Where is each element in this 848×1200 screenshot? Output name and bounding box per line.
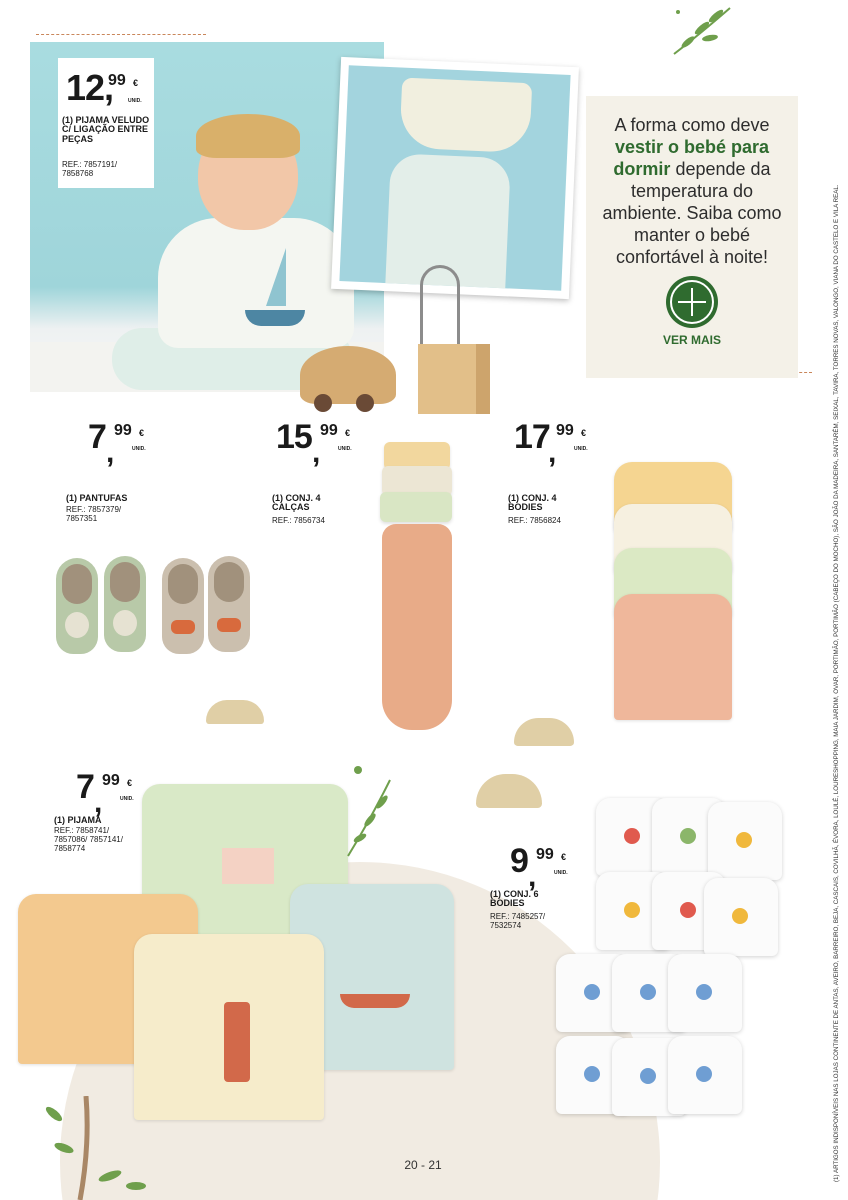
photo-stand-wire: [420, 265, 460, 345]
branch-decoration-icon: [340, 760, 400, 860]
info-text-part: A forma como deve: [614, 115, 770, 135]
price-integer: 17: [514, 418, 550, 456]
price-unit: UNID.: [574, 446, 588, 452]
wooden-hedgehog-toy: [300, 346, 396, 404]
info-text-part: depende da temperatura do ambiente. Saiba como manter o bebé confortável à noite!: [602, 159, 782, 267]
product-name: (1) CONJ. 4 CALÇAS: [272, 493, 321, 513]
decorative-rock: [514, 718, 574, 746]
product-name: (1) CONJ. 4 BODIES: [508, 493, 557, 513]
hero-price-tag: [58, 58, 154, 188]
product-ref: REF.: 7856734: [272, 516, 325, 525]
decorative-rock: [476, 774, 542, 808]
price-cents: 99: [320, 422, 338, 439]
product-price-tag: 15 , 99 € UNID. (1) CONJ. 4 CALÇAS REF.: 7856734: [272, 418, 352, 525]
price-cents: 99: [114, 422, 132, 439]
price-currency: €: [127, 778, 133, 788]
price-cents: 99: [556, 422, 574, 439]
price-cents: 99: [102, 772, 120, 789]
price-unit: UNID.: [120, 796, 134, 802]
decorative-dashed-line: [36, 34, 206, 35]
price-cents: 99: [108, 72, 126, 89]
product-price-tag: 9 , 99 € UNID. (1) CONJ. 6 BODIES REF.: 7485257/ 7532574: [490, 842, 568, 931]
price-currency: €: [133, 78, 139, 88]
price-currency: €: [561, 852, 567, 862]
price-integer: 15: [276, 418, 312, 456]
price-cents: 99: [536, 846, 554, 863]
product-name: (1) PIJAMA VELUDO C/ LIGAÇÃO ENTRE PEÇAS: [62, 115, 150, 144]
price-integer: 12,: [66, 67, 114, 108]
product-price-tag: 17 , 99 € UNID. (1) CONJ. 4 BODIES REF.: 7856824: [508, 418, 588, 525]
polaroid-photo: [331, 57, 579, 299]
price-currency: €: [139, 428, 145, 438]
price-integer: 9: [510, 842, 528, 880]
decorative-rock: [206, 700, 264, 724]
price-integer: 7: [76, 768, 94, 806]
branch-decoration-icon: [40, 1096, 150, 1200]
product-name: (1) PIJAMA: [54, 815, 102, 825]
product-price-tag: 7 , 99 € UNID. (1) PIJAMA REF.: 7858741/ 7857086/ 7857141/ 7858774: [54, 768, 134, 854]
wooden-block: [418, 344, 490, 414]
disclaimer-vertical: (1) ARTIGOS INDISPONÍVEIS NAS LOJAS CONTINENTE DE ANTAS, AVEIRO, BARREIRO, BEJA, CASCAIS, COVILHÃ, ÉVORA, LOULÉ, LOURESHOPPING, MAIA JARDIM, OVAR, PORTIMÃO, PORTIMÃO (CABEÇO DO MOCHO), SÃO JOÃO DA MADEIRA, SANTARÉM, SEIXAL, TAVIRA, TORRES NOVAS, VALONGO, VIANA DO CASTELO E VILA REAL.: [833, 184, 840, 1182]
price-unit: UNID.: [338, 446, 352, 452]
price-currency: €: [345, 428, 351, 438]
price-unit: UNID.: [128, 98, 142, 104]
product-ref: REF.: 7856824: [508, 516, 561, 525]
product-ref: REF.: 7857379/ 7857351: [66, 505, 122, 524]
info-text: [594, 114, 790, 268]
price-unit: UNID.: [132, 446, 146, 452]
info-text-highlight: vestir o bebé para dormir: [613, 137, 770, 179]
leggings-image: [378, 442, 460, 734]
product-ref: REF.: 7857191/ 7858768: [62, 160, 118, 179]
price-unit: UNID.: [554, 870, 568, 876]
price-integer: 7: [88, 418, 106, 456]
product-name: (1) PANTUFAS: [66, 493, 128, 503]
price-currency: €: [581, 428, 587, 438]
bodies-folded-image: [608, 462, 738, 722]
slippers-image: [54, 556, 254, 660]
leaf-decoration-icon: [670, 4, 740, 58]
plus-icon[interactable]: [666, 276, 718, 328]
page-number: 20 - 21: [404, 1158, 442, 1172]
see-more-link[interactable]: VER MAIS: [662, 333, 721, 347]
product-ref: REF.: 7858741/ 7857086/ 7857141/ 7858774: [54, 826, 123, 854]
product-price-tag: 7 , 99 € UNID. (1) PANTUFAS REF.: 7857379/ 7857351: [66, 414, 186, 524]
product-name: (1) CONJ. 6 BODIES: [490, 889, 539, 909]
white-bodies-image: [554, 798, 778, 1134]
product-ref: REF.: 7485257/ 7532574: [490, 912, 546, 931]
